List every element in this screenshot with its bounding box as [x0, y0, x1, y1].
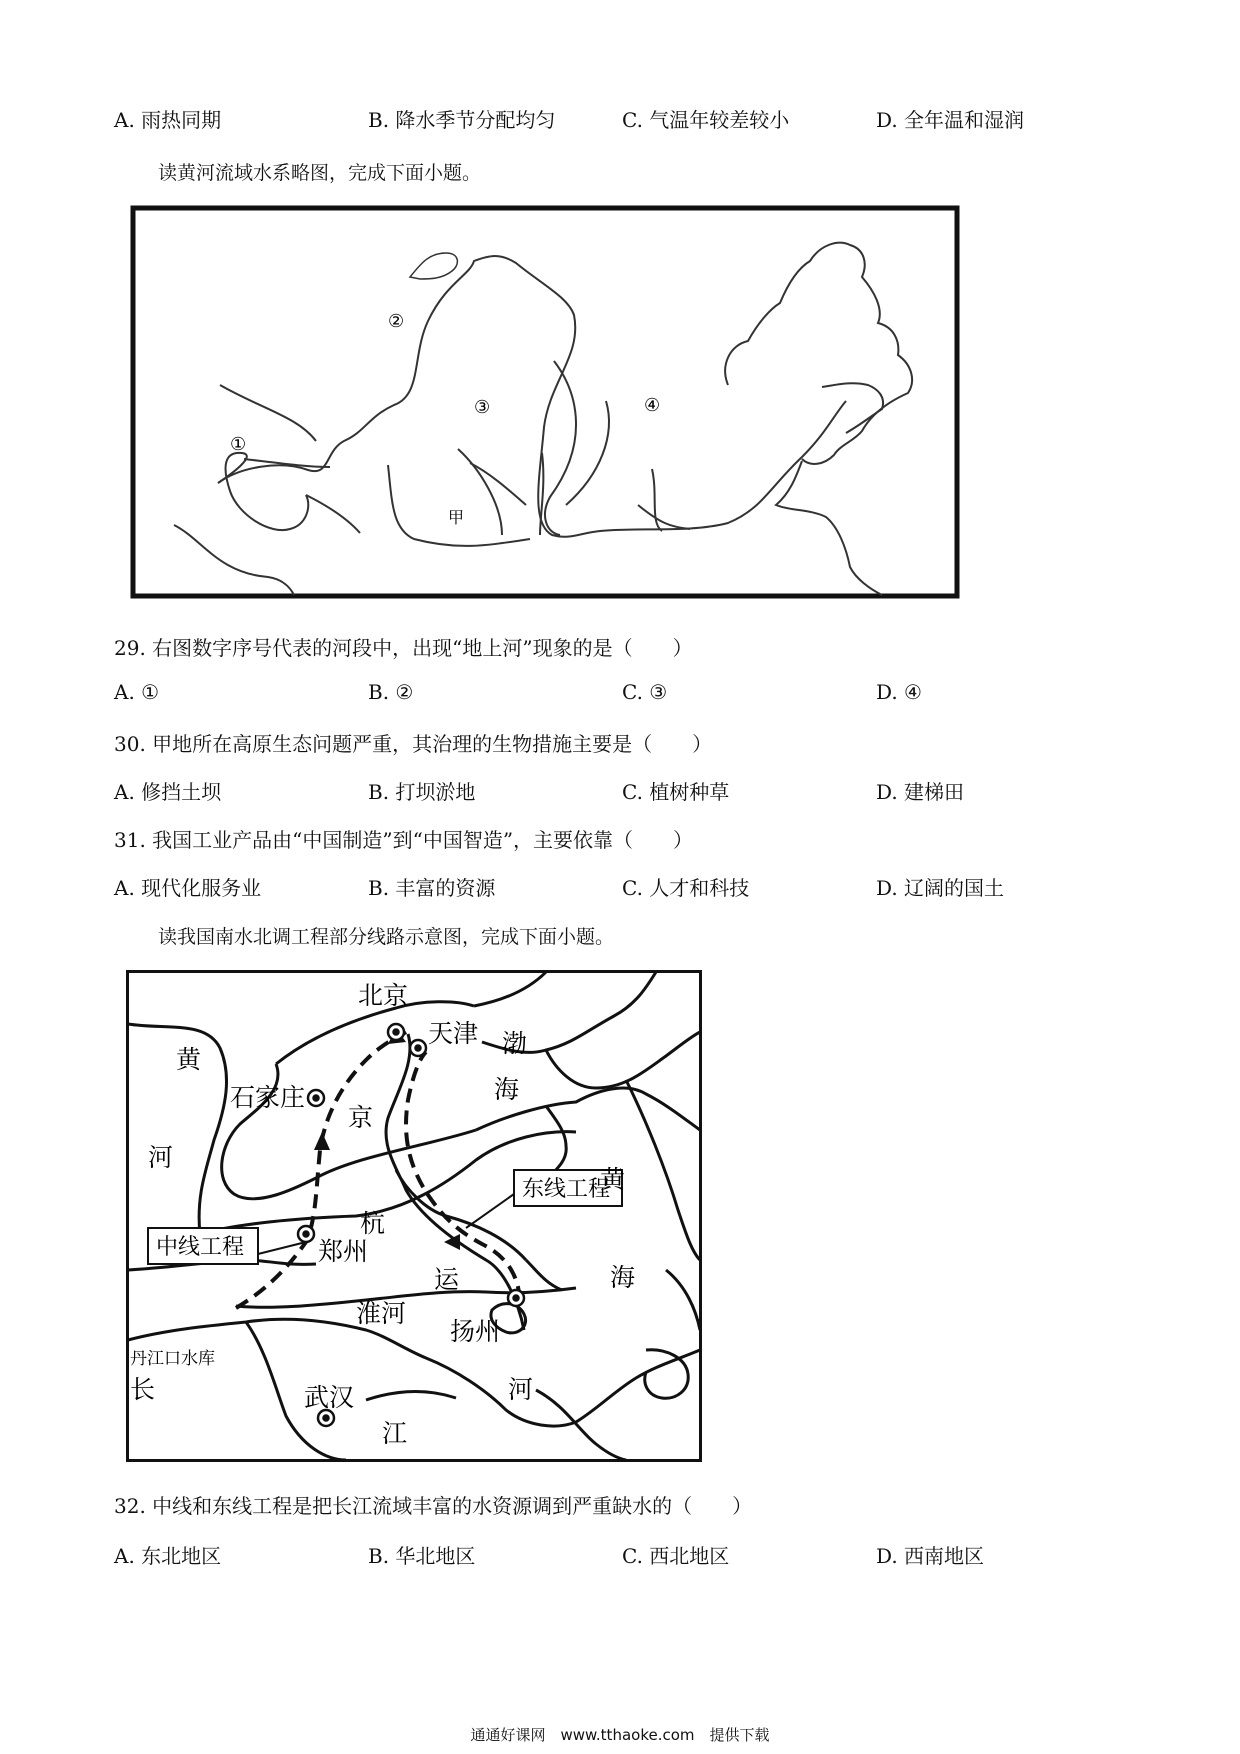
- map2-zhengzhou: 郑州: [318, 1237, 369, 1266]
- q31-options: [114, 872, 1134, 902]
- q31-option-a[interactable]: A. 现代化服务业: [114, 876, 262, 900]
- q28-option-c[interactable]: C. 气温年较差较小: [622, 108, 790, 132]
- q28-option-b[interactable]: B. 降水季节分配均匀: [368, 108, 556, 132]
- q32-option-d[interactable]: D. 西南地区: [876, 1544, 985, 1568]
- map2-bo: 渤: [502, 1029, 528, 1058]
- map2-beijing: 北京: [358, 981, 409, 1010]
- q29-options: [114, 680, 1134, 710]
- map1-label-2: ②: [388, 311, 405, 332]
- map2-yangzhou: 扬州: [450, 1317, 501, 1346]
- q28-option-d[interactable]: D. 全年温和湿润: [876, 108, 1025, 132]
- map1-label-3: ③: [474, 397, 491, 418]
- map2-he3: 河: [508, 1375, 534, 1404]
- q32-option-c[interactable]: C. 西北地区: [622, 1544, 730, 1568]
- map1-label-1: ①: [230, 434, 247, 455]
- q29-option-d[interactable]: D. ④: [876, 680, 922, 704]
- map2-hai2: 海: [610, 1263, 636, 1292]
- map2-huang2: 黄: [600, 1165, 626, 1194]
- q32-stem: 32. 中线和东线工程是把长江流域丰富的水资源调到严重缺水的（ ）: [114, 1494, 753, 1518]
- intro-south-north-water: 读我国南水北调工程部分线路示意图，完成下面小题。: [158, 926, 615, 948]
- map2-huang1: 黄: [176, 1045, 202, 1074]
- map2-hang: 杭: [360, 1209, 386, 1238]
- q30-option-c[interactable]: C. 植树种草: [622, 780, 730, 804]
- q29-option-a[interactable]: A. ①: [114, 680, 160, 704]
- q28-options: [114, 104, 1134, 134]
- map1-label-4: ④: [644, 395, 661, 416]
- map2-jiang: 江: [382, 1419, 408, 1448]
- intro-yellow-river: 读黄河流域水系略图，完成下面小题。: [158, 162, 482, 184]
- q28-option-a[interactable]: A. 雨热同期: [114, 108, 222, 132]
- q31-stem: 31. 我国工业产品由“中国制造”到“中国智造”，主要依靠（ ）: [114, 828, 694, 852]
- q29-stem: 29. 右图数字序号代表的河段中，出现“地上河”现象的是（ ）: [114, 636, 693, 660]
- map2-huaihe: 淮河: [356, 1299, 407, 1328]
- map2-middle-line-label: 中线工程: [156, 1235, 245, 1260]
- q29-option-b[interactable]: B. ②: [368, 680, 414, 704]
- map2-tianjin: 天津: [428, 1019, 479, 1048]
- q30-option-d[interactable]: D. 建梯田: [876, 780, 965, 804]
- map2-he1: 河: [148, 1143, 174, 1172]
- yellow-river-map: [130, 205, 960, 600]
- q32-option-a[interactable]: A. 东北地区: [114, 1544, 222, 1568]
- q31-option-d[interactable]: D. 辽阔的国土: [876, 876, 1005, 900]
- q31-option-c[interactable]: C. 人才和科技: [622, 876, 750, 900]
- water-diversion-map: [126, 970, 702, 1462]
- q30-options: [114, 776, 1134, 806]
- map1-label-jia: 甲: [448, 508, 465, 527]
- map2-jing: 京: [348, 1103, 374, 1132]
- q30-stem: 30. 甲地所在高原生态问题严重，其治理的生物措施主要是（ ）: [114, 732, 713, 756]
- q29-option-c[interactable]: C. ③: [622, 680, 668, 704]
- q32-option-b[interactable]: B. 华北地区: [368, 1544, 476, 1568]
- map2-shijiazhuang: 石家庄: [230, 1083, 306, 1112]
- q31-option-b[interactable]: B. 丰富的资源: [368, 876, 496, 900]
- map2-yun: 运: [434, 1265, 460, 1294]
- page-footer: 通通好课网 www.tthaoke.com 提供下载: [470, 1726, 770, 1744]
- map2-hai1: 海: [494, 1075, 520, 1104]
- map2-danjiangkou: 丹江口水库: [130, 1349, 215, 1369]
- map2-east-line-label: 东线工程: [522, 1177, 611, 1202]
- q32-options: [114, 1540, 1134, 1570]
- q30-option-b[interactable]: B. 打坝淤地: [368, 780, 476, 804]
- map2-wuhan: 武汉: [304, 1383, 355, 1412]
- q30-option-a[interactable]: A. 修挡土坝: [114, 780, 222, 804]
- map2-chang: 长: [130, 1375, 156, 1404]
